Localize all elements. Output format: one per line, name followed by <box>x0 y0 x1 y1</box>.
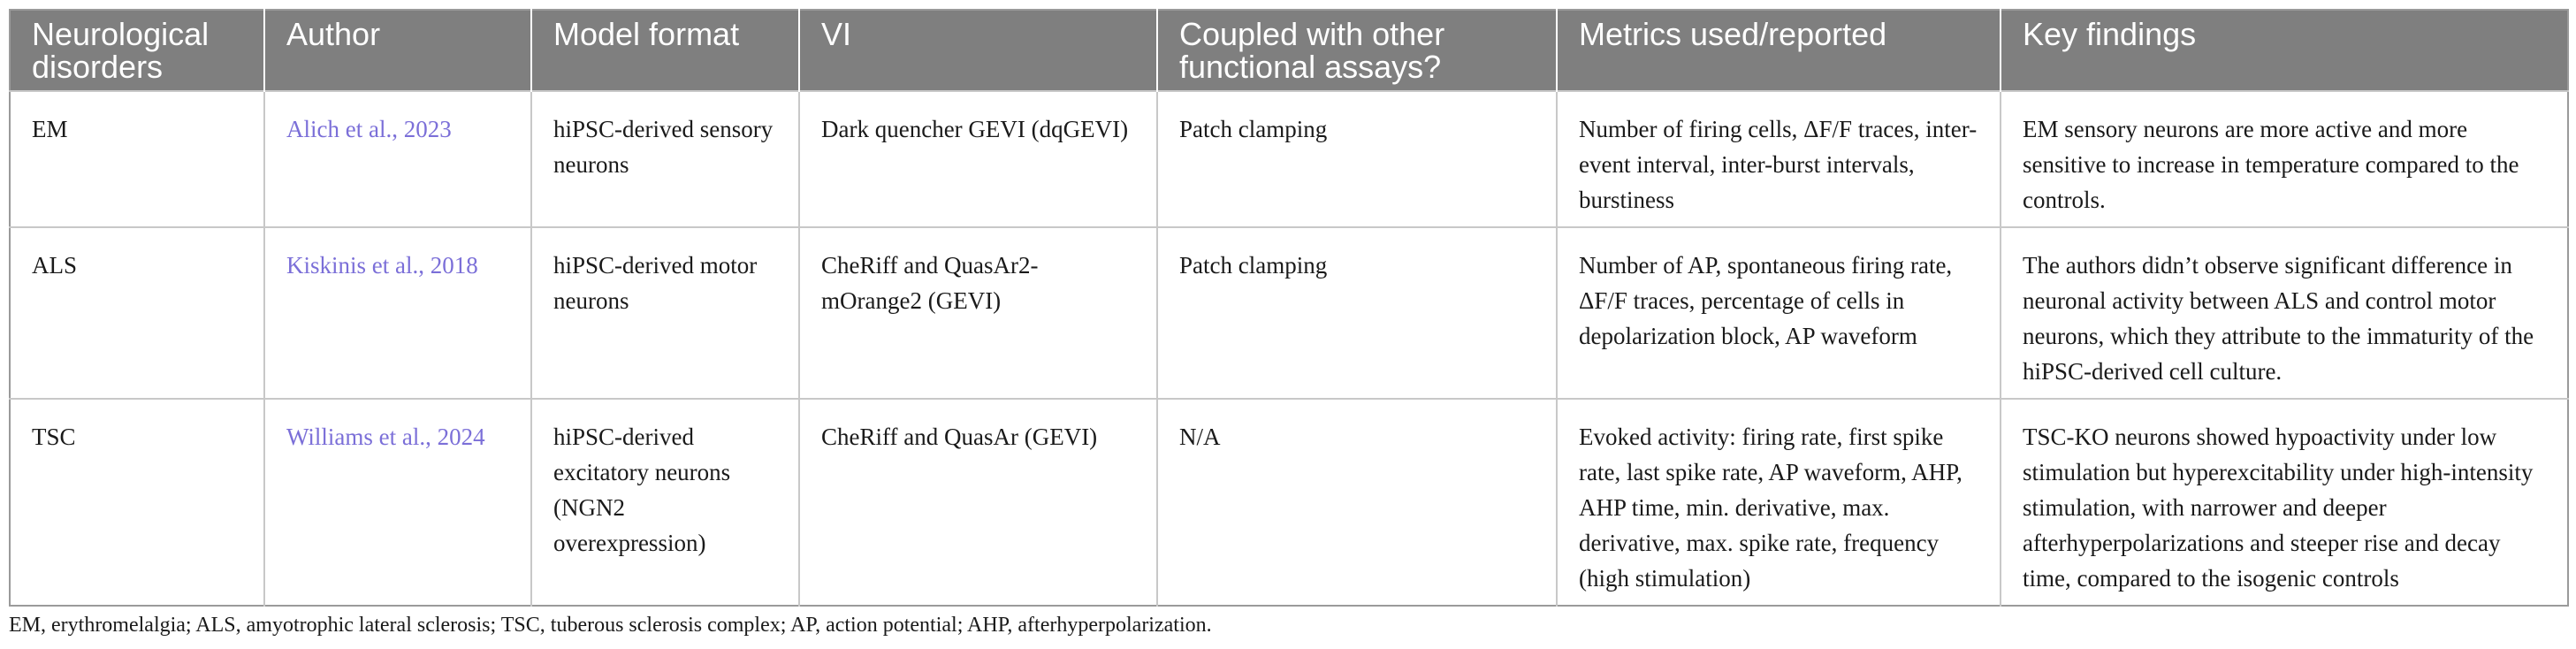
header-row <box>10 10 2568 91</box>
cell-model: hiPSC-derived excitatory neurons (NGN2 overexpression) <box>531 399 799 606</box>
table-footnote: EM, erythromelalgia; ALS, amyotrophic lateral sclerosis; TSC, tuberous sclerosis complex; AP, action potential; AHP, afterhyperpolarization. <box>9 614 1212 637</box>
header-key-findings: Key findings <box>2001 10 2568 91</box>
cell-author <box>264 91 531 227</box>
table-body <box>10 91 2568 606</box>
cell-metrics: Number of firing cells, ΔF/F traces, inter-event interval, inter-burst intervals, burstiness <box>1557 91 2001 227</box>
cell-findings: EM sensory neurons are more active and more sensitive to increase in temperature compared to the controls. <box>2001 91 2568 227</box>
header-vi: VI <box>799 10 1157 91</box>
cell-metrics: Number of AP, spontaneous firing rate, ΔF/F traces, percentage of cells in depolarization block, AP waveform <box>1557 227 2001 399</box>
header-coupled-assays: Coupled with other functional assays? <box>1157 10 1557 91</box>
header-neurological-disorders: Neurological disorders <box>10 10 264 91</box>
cell-author <box>264 227 531 399</box>
table-container <box>9 9 2567 607</box>
disorders-table <box>9 9 2569 607</box>
header-metrics: Metrics used/reported <box>1557 10 2001 91</box>
header-model-format: Model format <box>531 10 799 91</box>
cell-metrics: Evoked activity: firing rate, first spike rate, last spike rate, AP waveform, AHP, AHP time, min. derivative, max. derivative, max. spike rate, frequency (high stimulation) <box>1557 399 2001 606</box>
cell-author <box>264 399 531 606</box>
table-row <box>10 91 2568 227</box>
table-row <box>10 399 2568 606</box>
cell-disorder: ALS <box>10 227 264 399</box>
cell-disorder: TSC <box>10 399 264 606</box>
cell-vi: CheRiff and QuasAr (GEVI) <box>799 399 1157 606</box>
cell-model: hiPSC-derived motor neurons <box>531 227 799 399</box>
cell-findings: The authors didn’t observe significant difference in neuronal activity between ALS and control motor neurons, which they attribute to the immaturity of the hiPSC-derived cell culture. <box>2001 227 2568 399</box>
cell-vi: CheRiff and QuasAr2-mOrange2 (GEVI) <box>799 227 1157 399</box>
header-author: Author <box>264 10 531 91</box>
cell-assays: Patch clamping <box>1157 227 1557 399</box>
cell-assays: N/A <box>1157 399 1557 606</box>
author-link[interactable]: Alich et al., 2023 <box>286 116 452 142</box>
table-header <box>10 10 2568 91</box>
cell-model: hiPSC-derived sensory neurons <box>531 91 799 227</box>
cell-findings: TSC-KO neurons showed hypoactivity under low stimulation but hyperexcitability under high-intensity stimulation, with narrower and deeper afterhyperpolarizations and steeper rise and decay time, compared to the isogenic controls <box>2001 399 2568 606</box>
author-link[interactable]: Williams et al., 2024 <box>286 424 485 450</box>
cell-disorder: EM <box>10 91 264 227</box>
cell-vi: Dark quencher GEVI (dqGEVI) <box>799 91 1157 227</box>
author-link[interactable]: Kiskinis et al., 2018 <box>286 252 478 279</box>
cell-assays: Patch clamping <box>1157 91 1557 227</box>
table-row <box>10 227 2568 399</box>
